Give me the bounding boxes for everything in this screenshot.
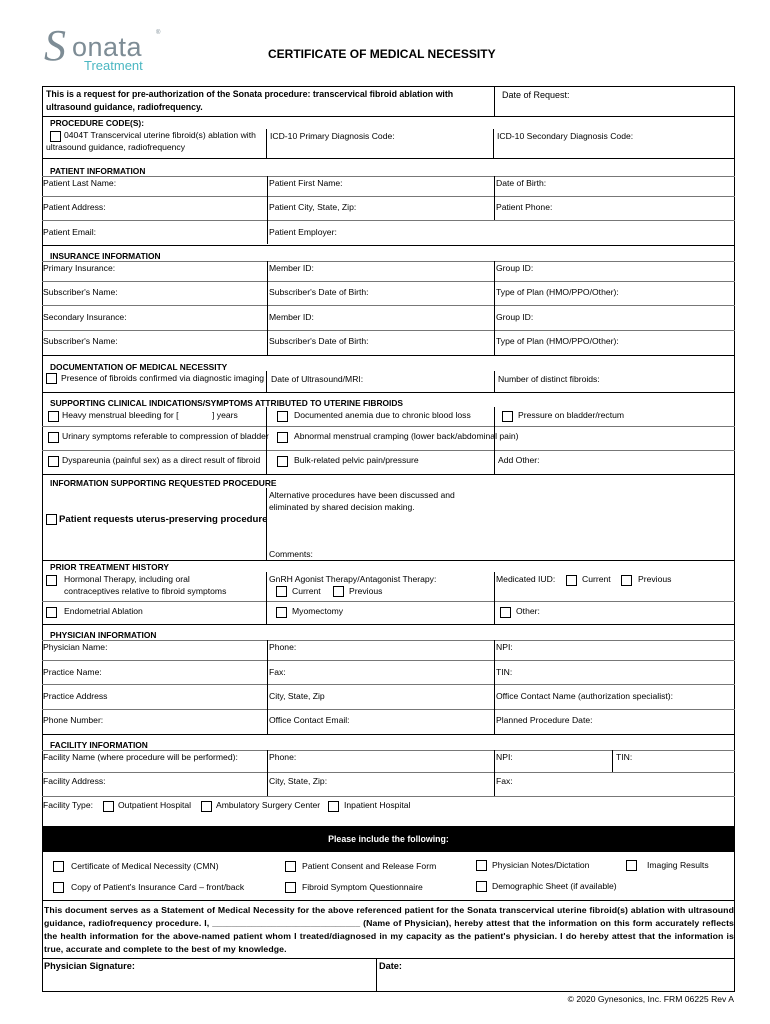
divider (494, 86, 495, 117)
urinary-label: Urinary symptoms referable to compression of bladder (62, 431, 269, 441)
divider (267, 750, 268, 796)
uterus-preserving-checkbox[interactable] (46, 514, 57, 525)
notes-checkbox[interactable] (476, 860, 487, 871)
divider (42, 796, 735, 797)
date-of-request-field[interactable]: Date of Request: (502, 90, 570, 100)
physician-name-field[interactable]: Physician Name: (43, 642, 108, 652)
divider (612, 750, 613, 772)
divider (42, 281, 735, 282)
ambulatory-checkbox[interactable] (201, 801, 212, 812)
phone-number-field[interactable]: Phone Number: (43, 715, 104, 725)
patient-employer-field[interactable]: Patient Employer: (269, 227, 337, 237)
divider (267, 640, 268, 734)
patient-first-name-field[interactable]: Patient First Name: (269, 178, 343, 188)
divider (42, 624, 735, 625)
pressure-checkbox[interactable] (502, 411, 513, 422)
consent-label: Patient Consent and Release Form (302, 861, 437, 871)
include-header: Please include the following: (328, 834, 449, 844)
outpatient-checkbox[interactable] (103, 801, 114, 812)
form-frame (42, 86, 735, 992)
divider (494, 176, 495, 220)
logo-trademark: ® (156, 30, 161, 36)
cramping-checkbox[interactable] (277, 432, 288, 443)
outpatient-label: Outpatient Hospital (118, 800, 192, 810)
signature-date-field[interactable]: Date: (379, 961, 402, 971)
inpatient-label: Inpatient Hospital (344, 800, 411, 810)
divider (42, 900, 735, 901)
divider (42, 450, 735, 451)
iud-current-label: Current (582, 574, 611, 584)
date-ultrasound-field[interactable]: Date of Ultrasound/MRI: (271, 374, 364, 384)
intro-line1: This is a request for pre-authorization of the Sonata procedure: transcervical fibroid ablation with (46, 89, 454, 99)
divider (42, 261, 735, 262)
cmn-checkbox[interactable] (53, 861, 64, 872)
divider (494, 261, 495, 355)
alternative-line2: eliminated by shared decision making. (269, 502, 415, 512)
divider (42, 640, 735, 641)
patient-header: PATIENT INFORMATION (50, 166, 146, 176)
ambulatory-label: Ambulatory Surgery Center (216, 800, 321, 810)
divider (42, 196, 735, 197)
other-field[interactable]: Other: (516, 606, 540, 616)
supporting-header: SUPPORTING CLINICAL INDICATIONS/SYMPTOMS ATTRIBUTED TO UTERINE FIBROIDS (50, 398, 403, 408)
procedure-code-checkbox[interactable] (50, 131, 61, 142)
facility-header: FACILITY INFORMATION (50, 740, 148, 750)
cmn-label: Certificate of Medical Necessity (CMN) (71, 861, 219, 871)
imaging-checkbox[interactable] (626, 860, 637, 871)
divider (42, 158, 735, 159)
divider (42, 116, 735, 117)
divider (42, 392, 735, 393)
insurance-card-label: Copy of Patient's Insurance Card – front/back (71, 882, 245, 892)
group-id-2-field[interactable]: Group ID: (496, 312, 534, 322)
other-checkbox[interactable] (500, 607, 511, 618)
hormonal-checkbox[interactable] (46, 575, 57, 586)
demographic-checkbox[interactable] (476, 881, 487, 892)
number-fibroids-field[interactable]: Number of distinct fibroids: (498, 374, 600, 384)
procedure-code-line2: ultrasound guidance, radiofrequency (46, 142, 186, 152)
divider (42, 684, 735, 685)
primary-dx-field[interactable]: ICD-10 Primary Diagnosis Code: (270, 131, 395, 141)
gnrh-previous-label: Previous (349, 586, 383, 596)
iud-current-checkbox[interactable] (566, 575, 577, 586)
subscriber-name-field[interactable]: Subscriber's Name: (43, 287, 118, 297)
physician-fax-field[interactable]: Fax: (269, 667, 286, 677)
consent-checkbox[interactable] (285, 861, 296, 872)
divider (42, 601, 735, 602)
divider (266, 129, 267, 158)
facility-phone-field[interactable]: Phone: (269, 752, 297, 762)
inpatient-checkbox[interactable] (328, 801, 339, 812)
divider (267, 261, 268, 355)
patient-address-field[interactable]: Patient Address: (43, 202, 106, 212)
heavy-bleeding-years: ] years (212, 410, 238, 420)
member-id-2-field[interactable]: Member ID: (269, 312, 314, 322)
patient-phone-field[interactable]: Patient Phone: (496, 202, 553, 212)
divider (266, 407, 267, 474)
footer-copyright: © 2020 Gynesonics, Inc. FRM 06225 Rev A (567, 994, 734, 1004)
patient-dob-field[interactable]: Date of Birth: (496, 178, 547, 188)
office-email-field[interactable]: Office Contact Email: (269, 715, 350, 725)
divider (42, 426, 735, 427)
comments-field[interactable]: Comments: (269, 549, 313, 559)
divider (42, 176, 735, 177)
divider (42, 958, 735, 959)
facility-name-field[interactable]: Facility Name (where procedure will be performed): (43, 752, 238, 762)
gnrh-previous-checkbox[interactable] (333, 586, 344, 597)
office-contact-field[interactable]: Office Contact Name (authorization specialist): (496, 691, 674, 701)
practice-address-field[interactable]: Practice Address (43, 691, 108, 701)
divider (42, 474, 735, 475)
intro-line2: ultrasound guidance, radiofrequency. (46, 102, 203, 112)
divider (42, 750, 735, 751)
attestation-text: This document serves as a Statement of Medical Necessity for the above referenced patient for the Sonata transcervical uterine fibroid(s) ablation with ultrasound guidance, radiofrequency procedure. I, ______________________________ (Name of Physician), hereby attest that the information on this form accurately reflects the health information for the above-named patient whom I treated/diagnosed in my capacity as the patient's physician. I do hereby attest that the information is true, accurate and complete to the best of my knowledge. (44, 905, 734, 955)
gnrh-current-checkbox[interactable] (276, 586, 287, 597)
planned-date-field[interactable]: Planned Procedure Date: (496, 715, 593, 725)
iud-previous-checkbox[interactable] (621, 575, 632, 586)
facility-tin-field[interactable]: TIN: (616, 752, 633, 762)
primary-insurance-field[interactable]: Primary Insurance: (43, 263, 116, 273)
divider (42, 245, 735, 246)
facility-fax-field[interactable]: Fax: (496, 776, 513, 786)
physician-signature-field[interactable]: Physician Signature: (44, 961, 135, 971)
facility-address-field[interactable]: Facility Address: (43, 776, 106, 786)
procedure-header: PROCEDURE CODE(S): (50, 118, 144, 128)
member-id-field[interactable]: Member ID: (269, 263, 314, 273)
divider (42, 560, 735, 561)
notes-label: Physician Notes/Dictation (492, 860, 590, 870)
practice-name-field[interactable]: Practice Name: (43, 667, 102, 677)
myomectomy-checkbox[interactable] (276, 607, 287, 618)
gnrh-current-label: Current (292, 586, 321, 596)
myomectomy-label: Myomectomy (292, 606, 344, 616)
divider (42, 660, 735, 661)
cramping-label: Abnormal menstrual cramping (lower back/abdominal pain) (294, 431, 519, 441)
facility-npi-field[interactable]: NPI: (496, 752, 513, 762)
ablation-label: Endometrial Ablation (64, 606, 143, 616)
divider (267, 176, 268, 244)
urinary-checkbox[interactable] (48, 432, 59, 443)
subscriber-dob-2-field[interactable]: Subscriber's Date of Birth: (269, 336, 369, 346)
divider (494, 572, 495, 624)
divider (42, 305, 735, 306)
divider (42, 709, 735, 710)
presence-checkbox[interactable] (46, 373, 57, 384)
insurance-header: INSURANCE INFORMATION (50, 251, 161, 261)
gnrh-label: GnRH Agonist Therapy/Antagonist Therapy: (269, 574, 437, 584)
alternative-line1: Alternative procedures have been discussed and (269, 490, 455, 500)
divider (493, 129, 494, 158)
divider (42, 734, 735, 735)
questionnaire-label: Fibroid Symptom Questionnaire (302, 882, 423, 892)
divider (42, 330, 735, 331)
insurance-card-checkbox[interactable] (53, 882, 64, 893)
procedure-code-line1: 0404T Transcervical uterine fibroid(s) ablation with (64, 130, 256, 140)
subscriber-name-2-field[interactable]: Subscriber's Name: (43, 336, 118, 346)
divider (42, 355, 735, 356)
facility-type-label: Facility Type: (43, 800, 93, 810)
divider (42, 220, 735, 221)
divider (494, 640, 495, 734)
include-banner (42, 826, 735, 852)
prior-header: PRIOR TREATMENT HISTORY (50, 562, 169, 572)
sonata-logo (44, 21, 184, 76)
secondary-insurance-field[interactable]: Secondary Insurance: (43, 312, 127, 322)
patient-city-field[interactable]: Patient City, State, Zip: (269, 202, 357, 212)
subscriber-dob-field[interactable]: Subscriber's Date of Birth: (269, 287, 369, 297)
physician-npi-field[interactable]: NPI: (496, 642, 513, 652)
heavy-bleeding-checkbox[interactable] (48, 411, 59, 422)
heavy-bleeding-label: Heavy menstrual bleeding for [ (62, 410, 179, 420)
pressure-label: Pressure on bladder/rectum (518, 410, 625, 420)
divider (42, 772, 735, 773)
hormonal-line1: Hormonal Therapy, including oral (64, 574, 190, 584)
logo-brand: onata (72, 32, 143, 62)
divider (376, 958, 377, 992)
imaging-label: Imaging Results (647, 860, 709, 870)
divider (494, 371, 495, 392)
demographic-label: Demographic Sheet (if available) (492, 881, 617, 891)
page-title: CERTIFICATE OF MEDICAL NECESSITY (268, 47, 496, 61)
divider (494, 750, 495, 796)
hormonal-line2: contraceptives relative to fibroid symptoms (64, 586, 227, 596)
anemia-label: Documented anemia due to chronic blood loss (294, 410, 471, 420)
divider (266, 488, 267, 560)
patient-email-field[interactable]: Patient Email: (43, 227, 97, 237)
iud-label: Medicated IUD: (496, 574, 556, 584)
bulk-checkbox[interactable] (277, 456, 288, 467)
physician-tin-field[interactable]: TIN: (496, 667, 513, 677)
physician-phone-field[interactable]: Phone: (269, 642, 297, 652)
logo-subtitle: Treatment (84, 58, 143, 73)
documentation-header: DOCUMENTATION OF MEDICAL NECESSITY (50, 362, 228, 372)
facility-city-field[interactable]: City, State, Zip: (269, 776, 328, 786)
anemia-checkbox[interactable] (277, 411, 288, 422)
questionnaire-checkbox[interactable] (285, 882, 296, 893)
dyspareunia-label: Dyspareunia (painful sex) as a direct result of fibroid (62, 455, 261, 465)
patient-last-name-field[interactable]: Patient Last Name: (43, 178, 117, 188)
divider (266, 371, 267, 392)
bulk-label: Bulk-related pelvic pain/pressure (294, 455, 419, 465)
plan-type-field[interactable]: Type of Plan (HMO/PPO/Other): (496, 287, 619, 297)
group-id-field[interactable]: Group ID: (496, 263, 534, 273)
logo-initial: S (44, 21, 66, 70)
dyspareunia-checkbox[interactable] (48, 456, 59, 467)
iud-previous-label: Previous (638, 574, 672, 584)
info-supporting-header: INFORMATION SUPPORTING REQUESTED PROCEDURE (50, 478, 277, 488)
presence-label: Presence of fibroids confirmed via diagnostic imaging (61, 373, 265, 383)
secondary-dx-field[interactable]: ICD-10 Secondary Diagnosis Code: (497, 131, 634, 141)
divider (266, 572, 267, 624)
physician-header: PHYSICIAN INFORMATION (50, 630, 157, 640)
divider (494, 407, 495, 474)
uterus-preserving-label: Patient requests uterus-preserving procedure (59, 514, 268, 525)
ablation-checkbox[interactable] (46, 607, 57, 618)
add-other-field[interactable]: Add Other: (498, 455, 540, 465)
plan-type-2-field[interactable]: Type of Plan (HMO/PPO/Other): (496, 336, 619, 346)
practice-city-field[interactable]: City, State, Zip (269, 691, 325, 701)
